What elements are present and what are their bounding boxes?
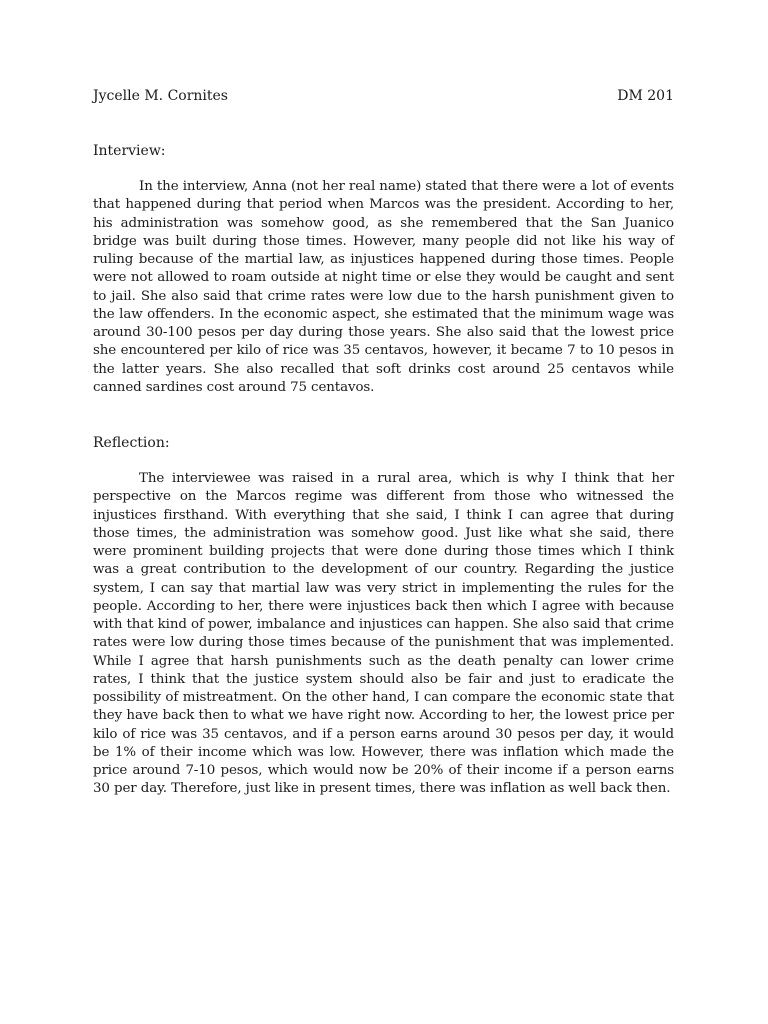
- document-header: [93, 86, 674, 106]
- interview-paragraph: In the interview, Anna (not her real name) stated that there were a lot of events that happened during that period when Marcos was the president. According to her, his administration was somehow good, as she remembered that the San Juanico bridge was built during those times. However, many people did not like his way of ruling because of the martial law, as injustices happened during those times. People were not allowed to roam outside at night time or else they would be caught and sent to jail. She also said that crime rates were low due to the harsh punishment given to the law offenders. In the economic aspect, she estimated that the minimum wage was around 30-100 pesos per day during those years. She also said that the lowest price she encountered per kilo of rice was 35 centavos, however, it became 7 to 10 pesos in the latter years. She also recalled that soft drinks cost around 25 centavos while canned sardines cost around 75 centavos.: [93, 179, 674, 395]
- reflection-heading: Reflection:: [93, 435, 170, 451]
- reflection-paragraph: The interviewee was raised in a rural area, which is why I think that her perspective on the Marcos regime was different from those who witnessed the injustices firsthand. With everything that she said, I think I can agree that during those times, the administration was somehow good. Just like what she said, there were prominent building projects that were done during those times which I think was a great contribution to the development of our country. Regarding the justice system, I can say that martial law was very strict in implementing the rules for the people. According to her, there were injustices back then which I agree with because with that kind of power, imbalance and injustices can happen. She also said that crime rates were low during those times because of the punishment that was implemented. While I agree that harsh punishments such as the death penalty can lower crime rates, I think that the justice system should also be fair and just to eradicate the possibility of mistreatment. On the other hand, I can compare the economic state that they have back then to what we have right now. According to her, the lowest price per kilo of rice was 35 centavos, and if a person earns around 30 pesos per day, it would be 1% of their income which was low. However, there was inflation which made the price around 7-10 pesos, which would now be 20% of their income if a person earns 30 per day. Therefore, just like in present times, there was inflation as well back then.: [93, 471, 674, 797]
- course-code: DM 201: [617, 88, 674, 104]
- interview-heading: Interview:: [93, 143, 166, 159]
- author-name: Jycelle M. Cornites: [93, 88, 228, 104]
